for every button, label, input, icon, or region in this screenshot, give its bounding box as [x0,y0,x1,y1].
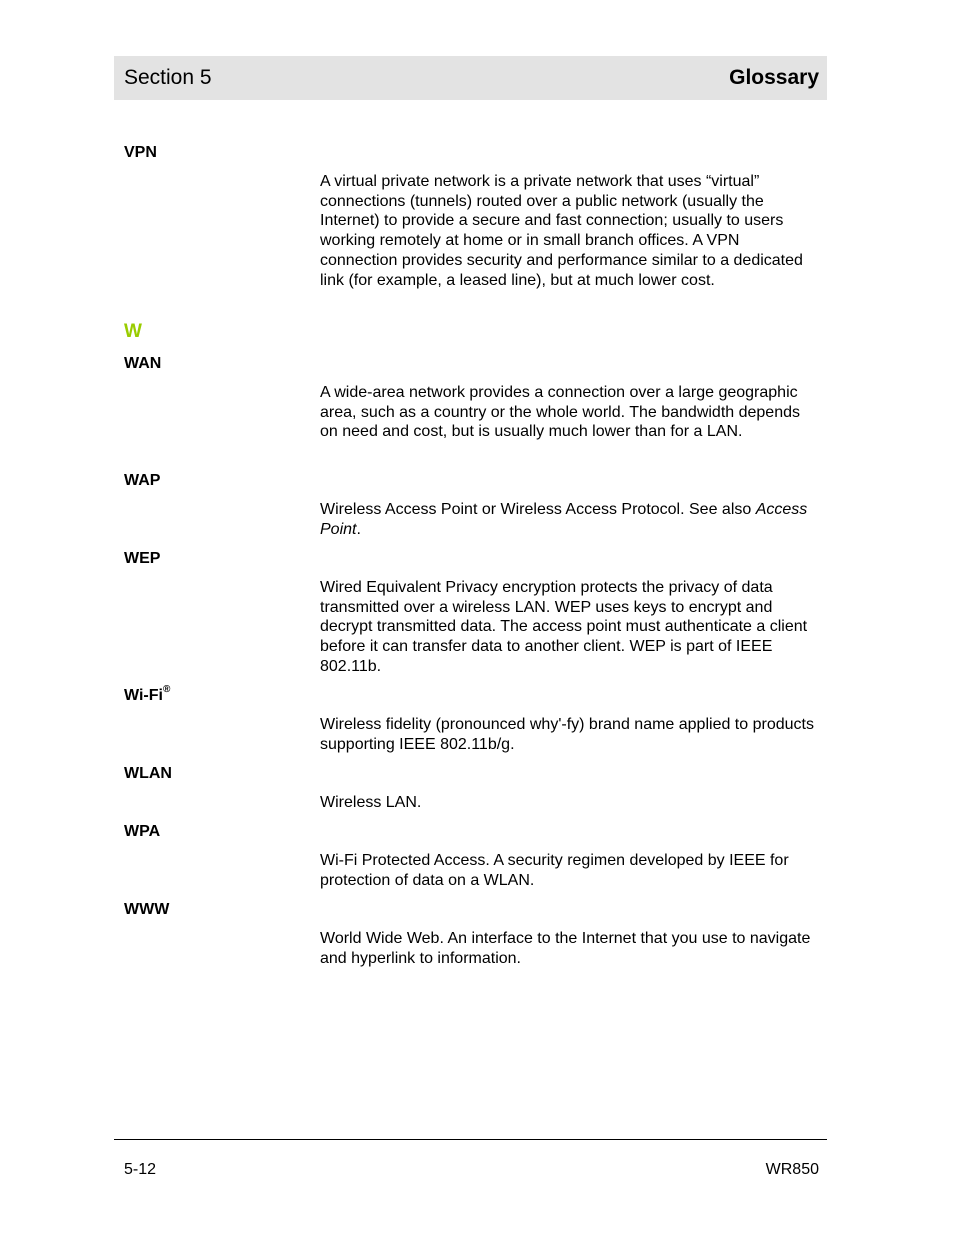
glossary-term-wlan: WLAN [124,765,172,782]
glossary-definition-www: World Wide Web. An interface to the Internet that you use to navigate and hyperlink to information. [320,930,811,967]
term-text: Wi-Fi [124,687,163,704]
section-label: Section 5 [124,66,212,89]
registered-mark: ® [162,683,171,695]
chapter-title: Glossary [729,66,819,89]
glossary-term-www: WWW [124,901,170,918]
glossary-definition-wap [320,500,820,539]
glossary-definition-wep: Wired Equivalent Privacy encryption protects the privacy of data transmitted over a wireless LAN. WEP uses keys to encrypt and decrypt transmitted data. The access point must authenticate a client before it can transfer data to another client. WEP is part of IEEE 802.11b. [320,579,808,675]
page-number: 5-12 [124,1161,157,1178]
glossary-definition-wan: A wide-area network provides a connection over a large geographic area, such as a country or the whole world. The bandwidth depends on need and cost, but is usually much lower than for a LAN. [320,384,800,441]
cross-reference-link[interactable]: Access Point [320,501,808,538]
glossary-term-wpa: WPA [124,823,161,840]
glossary-term-wan: WAN [124,355,162,372]
glossary-definition-wpa: Wi-Fi Protected Access. A security regimen developed by IEEE for protection of data on a WLAN. [320,852,789,889]
page-header [114,56,827,100]
definition-text: Wireless Access Point or Wireless Access Protocol. See also [320,501,752,518]
glossary-term-vpn: VPN [124,144,157,161]
glossary-definition-vpn: A virtual private network is a private network that uses “virtual” connections (tunnels) routed over a public network (usually the Internet) to provide a secure and fast connection; usually to users working remotely at home or in small branch offices. A VPN connection provides security and performance similar to a dedicated link (for example, a leased line), but at much lower cost. [320,173,803,289]
footer-divider [114,1139,827,1140]
glossary-definition-wifi: Wireless fidelity (pronounced why'-fy) brand name applied to products supporting IEEE 802.11b/g. [320,716,814,753]
glossary-term-wap: WAP [124,472,161,489]
glossary-term-wep: WEP [124,550,161,567]
glossary-term-wifi [124,683,171,706]
product-name: WR850 [765,1161,819,1178]
glossary-definition-wlan: Wireless LAN. [320,794,422,811]
letter-heading: W [124,321,142,342]
definition-end: . [356,520,361,538]
